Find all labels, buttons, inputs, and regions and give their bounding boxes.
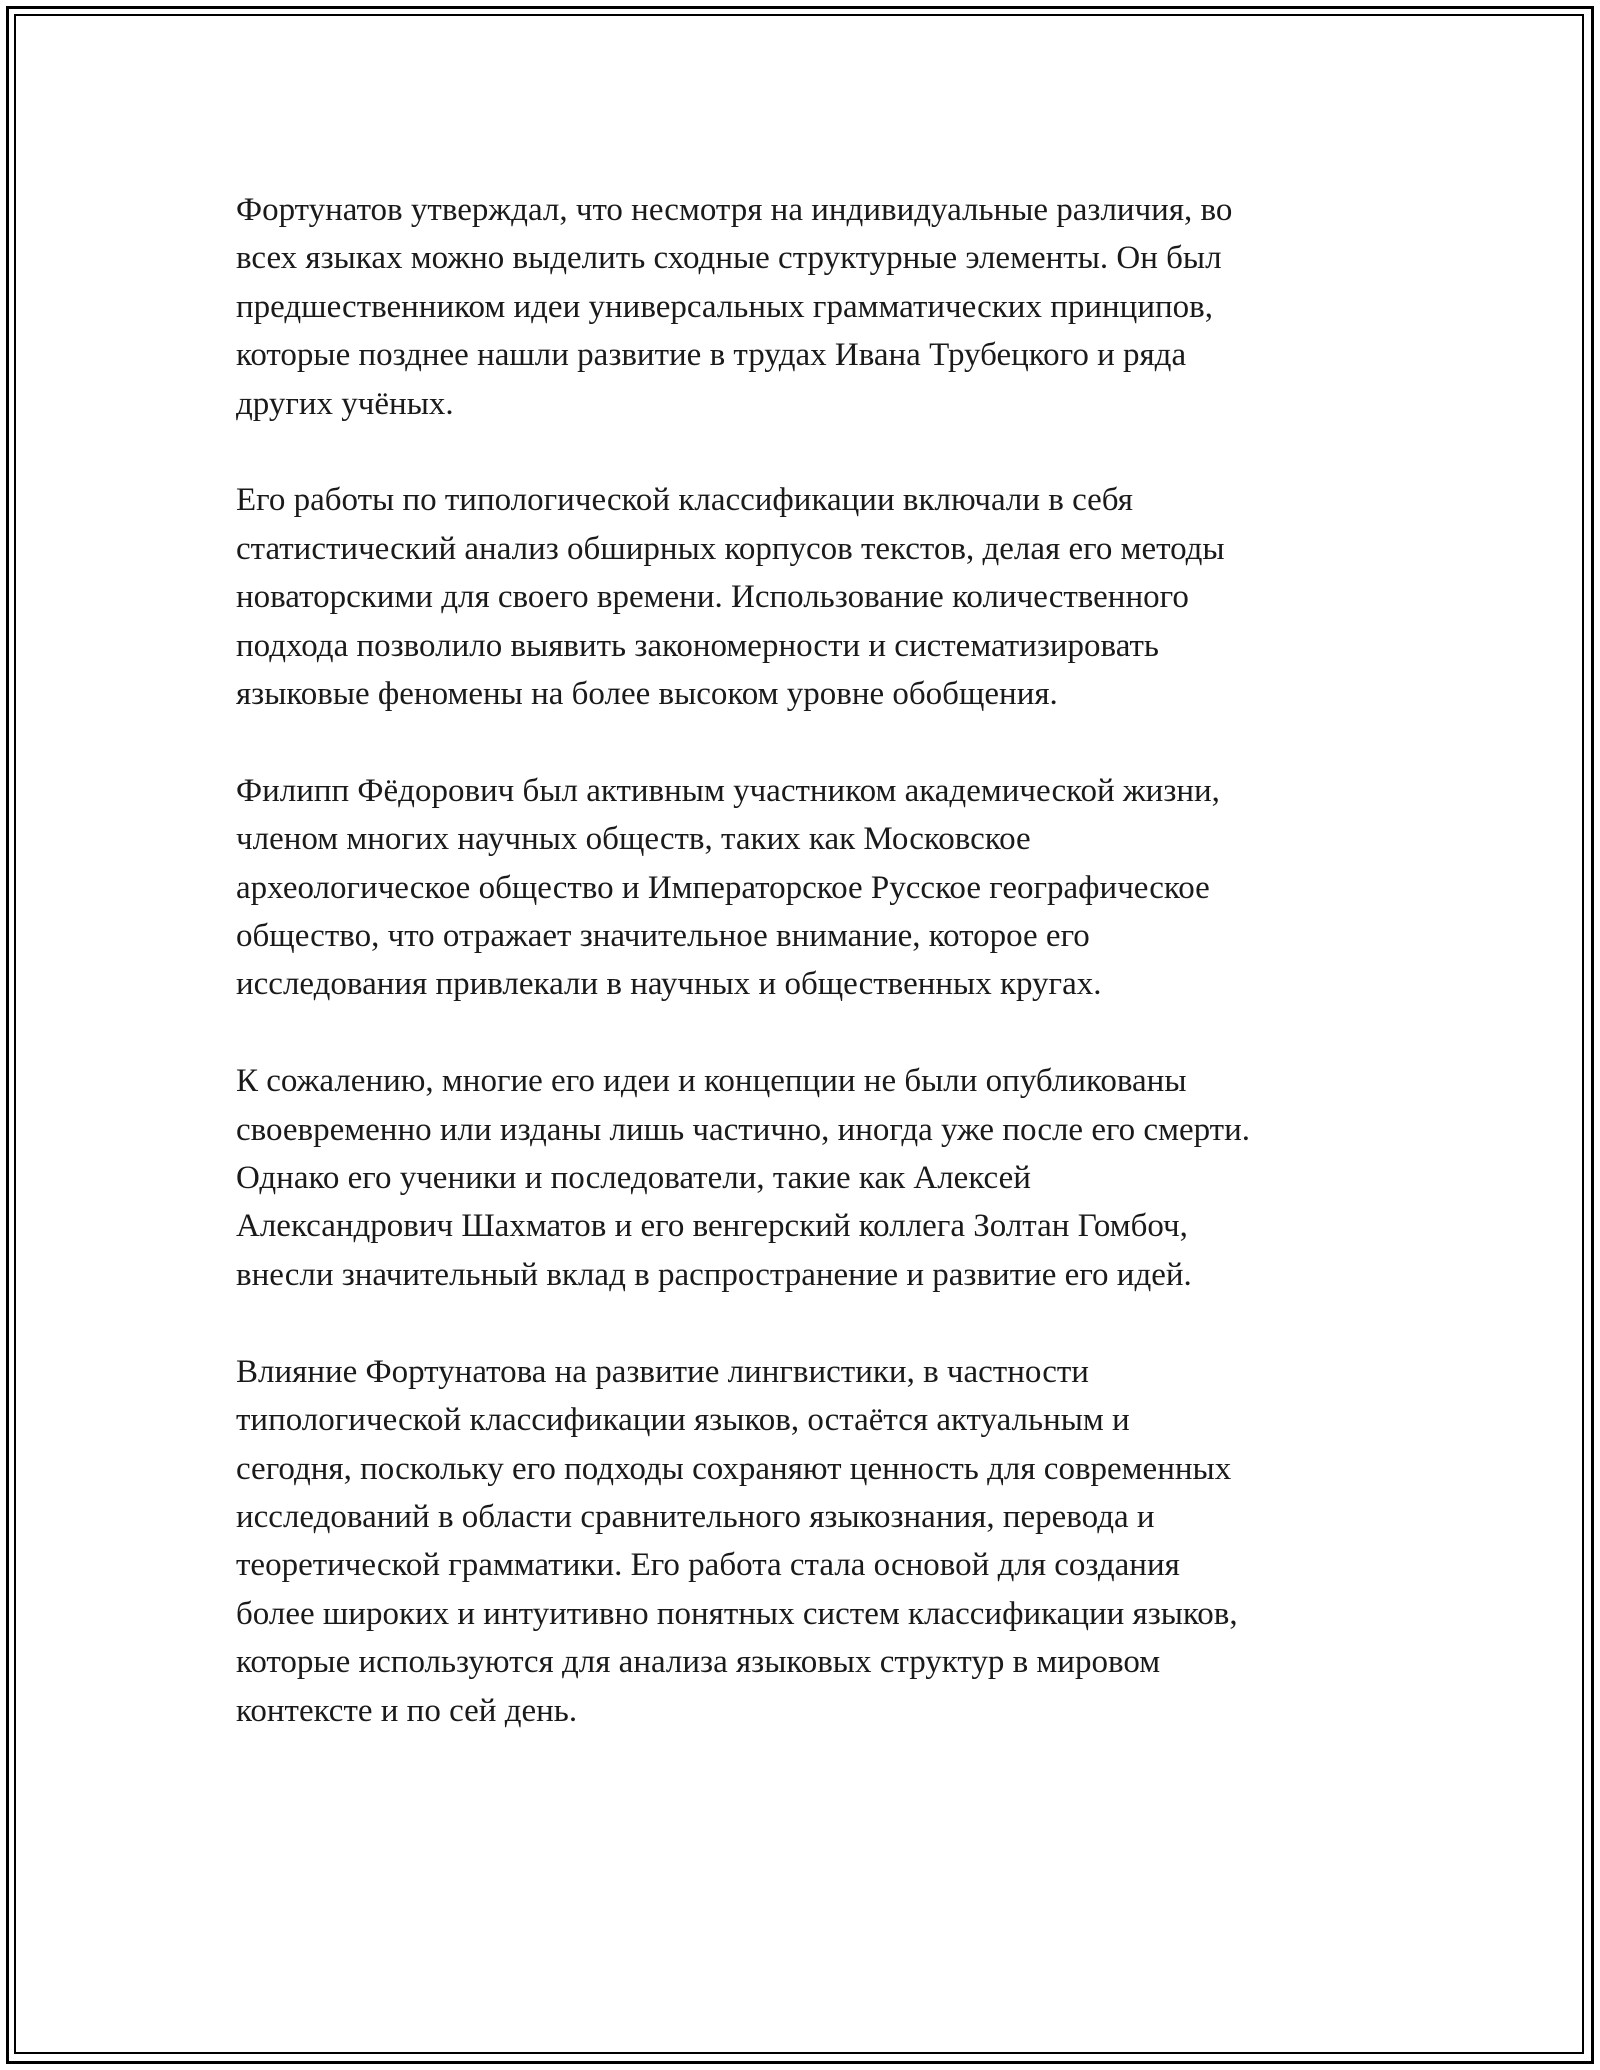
text-line: Филипп Фёдорович был активным участником академической жизни, (236, 772, 1220, 809)
text-line: исследования привлекали в научных и общественных кругах. (236, 966, 1102, 1003)
paragraph-5 (236, 1348, 1376, 1735)
text-line: Влияние Фортунатова на развитие лингвистики, в частности (236, 1353, 1089, 1390)
text-line: Александрович Шахматов и его венгерский коллега Золтан Гомбоч, (236, 1208, 1188, 1245)
text-line: которые позднее нашли развитие в трудах Ивана Трубецкого и ряда (236, 337, 1187, 374)
text-line: всех языках можно выделить сходные структурные элементы. Он был (236, 240, 1222, 277)
text-line: Фортунатов утверждал, что несмотря на индивидуальные различия, во (236, 192, 1233, 228)
text-line: новаторскими для своего времени. Использование количественного (236, 579, 1189, 616)
text-line: членом многих научных обществ, таких как Московское (236, 821, 1031, 858)
text-line: сегодня, поскольку его подходы сохраняют ценность для современных (236, 1450, 1232, 1487)
text-line: Однако его ученики и последователи, такие как Алексей (236, 1160, 1031, 1197)
paragraph-2 (236, 476, 1376, 718)
text-line: исследований в области сравнительного языкознания, перевода и (236, 1498, 1155, 1535)
text-line: теоретической грамматики. Его работа стала основой для создания (236, 1547, 1180, 1584)
text-line: Его работы по типологической классификации включали в себя (236, 482, 1133, 519)
text-line: которые используются для анализа языковых структур в мировом (236, 1644, 1161, 1681)
text-line: контексте и по сей день. (236, 1692, 578, 1729)
text-line: своевременно или изданы лишь частично, иногда уже после его смерти. (236, 1111, 1251, 1148)
document-body (236, 186, 1376, 1783)
text-line: типологической классификации языков, остаётся актуальным и (236, 1402, 1130, 1439)
text-line: языковые феномены на более высоком уровне обобщения. (236, 676, 1058, 713)
paragraph-1 (236, 186, 1376, 428)
text-line: общество, что отражает значительное внимание, которое его (236, 918, 1090, 955)
text-line: подхода позволило выявить закономерности и систематизировать (236, 627, 1159, 664)
text-line: археологическое общество и Императорское Русское географическое (236, 869, 1210, 906)
text-line: других учёных. (236, 385, 454, 422)
text-line: внесли значительный вклад в распространение и развитие его идей. (236, 1256, 1192, 1293)
paragraph-3 (236, 767, 1376, 1009)
text-line: К сожалению, многие его идеи и концепции не были опубликованы (236, 1063, 1187, 1100)
paragraph-4 (236, 1057, 1376, 1299)
text-line: статистический анализ обширных корпусов текстов, делая его методы (236, 530, 1225, 567)
text-line: более широких и интуитивно понятных систем классификации языков, (236, 1595, 1238, 1632)
text-line: предшественником идеи универсальных грамматических принципов, (236, 288, 1213, 325)
